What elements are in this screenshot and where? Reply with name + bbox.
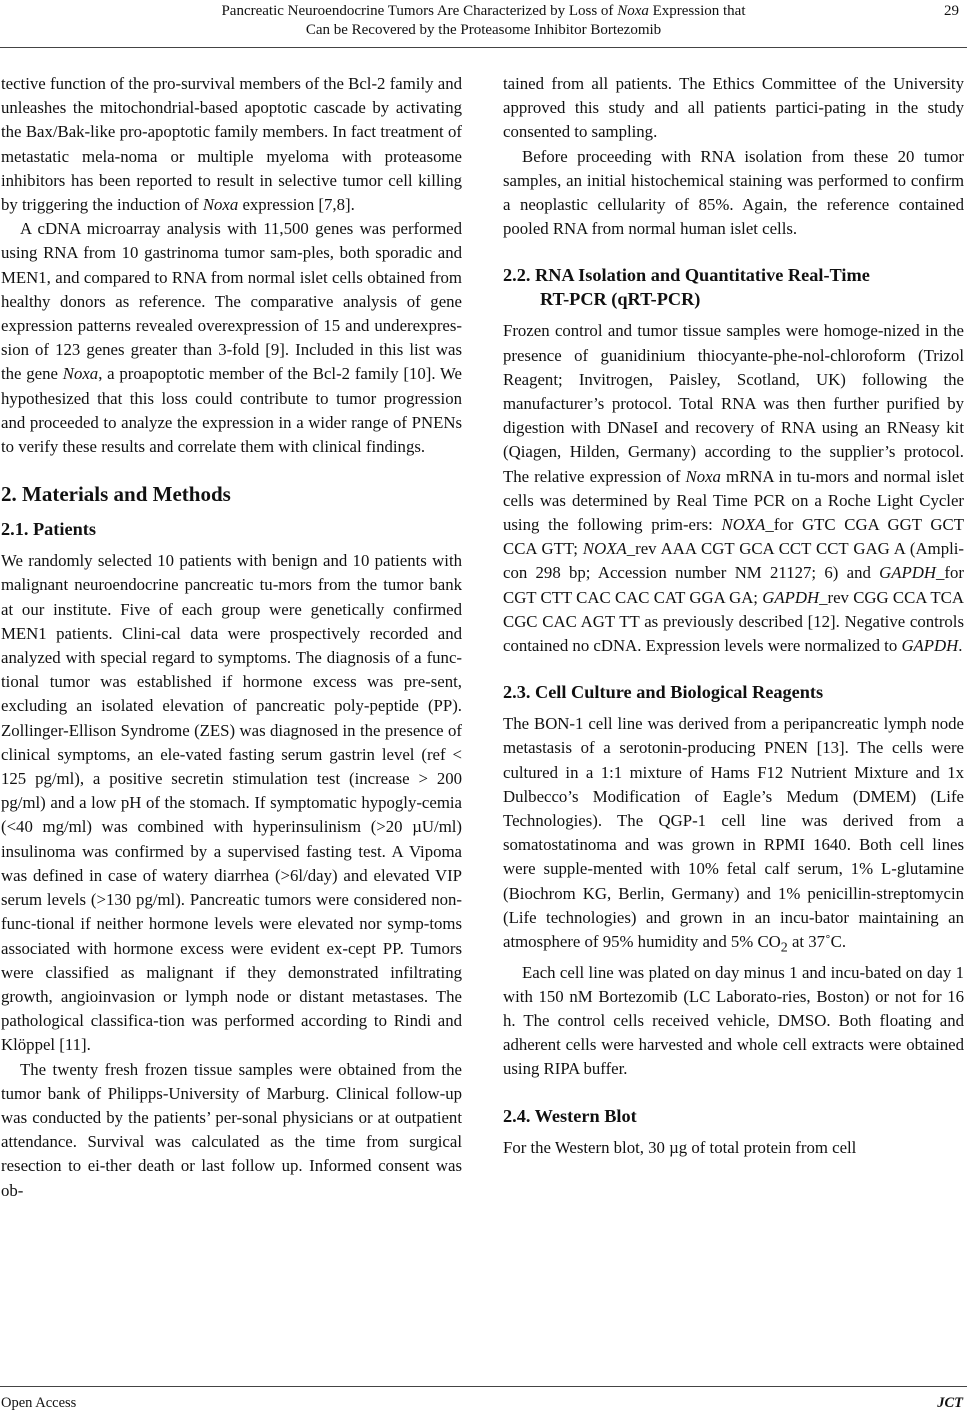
section-heading: 2. Materials and Methods: [1, 482, 231, 507]
page-header: [0, 0, 967, 48]
subsection-heading: 2.4. Western Blot: [503, 1105, 637, 1126]
paragraph: tective function of the pro-survival members of the Bcl-2 family and unleashes the mitochondrial-based apoptotic cascade by activating the Bax/Bak-like pro-apoptotic family members. In fact treatment of metastatic mela-noma or multiple myeloma with proteasome inhibitors has been reported to result in selective tumor cell killing by triggering the induction of Noxa expression [7,8].: [1, 74, 462, 215]
running-title: [0, 2, 967, 40]
paragraph: Frozen control and tumor tissue samples were homoge-nized in the presence of guanidinium thiocyante-phe-nol-chloroform (Trizol Reagent; Invitrogen, Paisley, Scotland, UK) following the manufacturer’s protocol. Total RNA was then further purified by digestion with DNaseI and recovery of RNA using an RNeasy kit (Qiagen, Hilden, Germany) according to the supplier’s protocol. The relative expression of Noxa mRNA in tu-mors and normal islet cells was determined by Real Time PCR on a Roche Light Cycler using the following prim-ers: NOXA_for GTC CGA GGT GCT CCA GTT; NOXA_rev AAA CGT GCA CCT CCT GAG A (Ampli-con 298 bp; Accession number NM 21127; 6) and GAPDH_for CGT CTT CAC CAC CAT GGA GA; GAPDH_rev CGG CCA TCA CGC CAC AGT TT as previously described [12]. Negative controls contained no cDNA. Expression levels were normalized to GAPDH.: [503, 321, 964, 656]
left-column: [1, 72, 462, 1203]
paragraph: We randomly selected 10 patients with benign and 10 patients with malignant neuroendocrine pancreatic tu-mors from the tumor bank at our institute. Five of each group were genetically confirmed MEN1 patients. Clini-cal data were prospectively recorded and analyzed with special regard to symptoms. The diagnosis of a func-tional tumor was established if hormone excess was pre-sent, excluding an isolated elevation of pancreatic poly-peptide (PP). Zollinger-Ellison Syndrome (ZES) was diagnosed in the presence of clinical symptoms, an ele-vated fasting serum gastrin level (ref < 125 pg/ml), a positive secretin stimulation test (increase > 200 pg/ml) and a low pH of the stomach. If symptomatic hypogly-cemia (<40 mg/ml) was combined with hyperinsulinism (>20 µU/ml) insulinoma was confirmed by a supervised fasting test. A Vipoma was defined in case of watery diarrhea (>6l/day) and elevated VIP serum levels (>130 pg/ml). Pancreatic tumors were considered non-func-tional if neither hormone levels were elevated nor symp-toms associated with hormone excess were evident ex-cept PP. Tumors were classified as malignant if they demonstrated infiltrating growth, angioinvasion or lymph node or distant metastases. The pathological classifica-tion was performed according to Rindi and Klöppel [11].: [1, 551, 462, 1055]
running-title-line1: Pancreatic Neuroendocrine Tumors Are Characterized by Loss of Noxa Expression that: [221, 3, 746, 19]
paragraph: The BON-1 cell line was derived from a peripancreatic lymph node metastasis of a serotonin-producing PNEN [13]. The cells were cultured in a 1:1 mixture of Hams F12 Nutrient Mixture and 1x Dulbecco’s Modification of Eagle’s Medum (DMEM) (Life Technologies). The QGP-1 cell line was derived from a somatostatinoma and was grown in RPMI 1640. Both cell lines were supple-mented with 10% fetal calf serum, 1% L-glutamine (Biochrom KG, Berlin, Germany) and 1% penicillin-streptomycin (Life technologies) and grown in an incu-bator maintaining an atmosphere of 95% humidity and 5% $CO_2$ at 37˚C.: [503, 714, 964, 956]
running-title-line2: Can be Recovered by the Proteasome Inhibitor Bortezomib: [305, 22, 662, 38]
subsection-heading: 2.3. Cell Culture and Biological Reagents: [503, 682, 824, 703]
right-column: [503, 72, 964, 1160]
paragraph: Each cell line was plated on day minus 1 and incu-bated on day 1 with 150 nM Bortezomib (LC Laborato-ries, Boston) or not for 16 h. The control cells received vehicle, DMSO. Both floating and adherent cells were harvested and whole cell extracts were obtained using RIPA buffer.: [503, 962, 964, 1079]
subsection-heading: 2.2. RNA Isolation and Quantitative Real-Time RT-PCR (qRT-PCR): [503, 265, 870, 310]
journal-abbrev: JCT: [937, 1395, 963, 1411]
paragraph: A cDNA microarray analysis with 11,500 genes was performed using RNA from 10 gastrinoma tumor sam-ples, both sporadic and MEN1, and compared to RNA from normal islet cells obtained from healthy donors as reference. The comparative analysis of gene expression patterns revealed overexpression of 15 and underexpres-sion of 123 genes greater than 3-fold [9]. Included in this list was the gene Noxa, a proapoptotic member of the Bcl-2 family [10]. We hypothesized that this loss could contribute to tumor progression and proceeded to analyze the expression in a wider range of PNENs to verify these results and correlate them with clinical findings.: [1, 219, 463, 457]
open-access-label: Open Access: [1, 1395, 77, 1411]
paragraph: The twenty fresh frozen tissue samples were obtained from the tumor bank of Philipps-University of Marburg. Clinical follow-up was conducted by the patients’ per-sonal physicians or at outpatient attendance. Survival was calculated as the time from surgical resection to ei-ther death or last follow up. Informed consent was ob-: [1, 1059, 462, 1200]
page-footer: [0, 1386, 967, 1414]
paragraph: For the Western blot, 30 µg of total protein from cell: [503, 1137, 857, 1157]
paragraph: tained from all patients. The Ethics Committee of the University approved this study and all patients partici-pating in the study consented to sampling.: [503, 74, 964, 142]
paragraph: Before proceeding with RNA isolation from these 20 tumor samples, an initial histochemical staining was performed to confirm a neoplastic cellularity of 85%. Again, the reference contained pooled RNA from normal human islet cells.: [503, 146, 964, 239]
page-number: 29: [944, 3, 959, 19]
subsection-heading: 2.1. Patients: [1, 519, 96, 540]
